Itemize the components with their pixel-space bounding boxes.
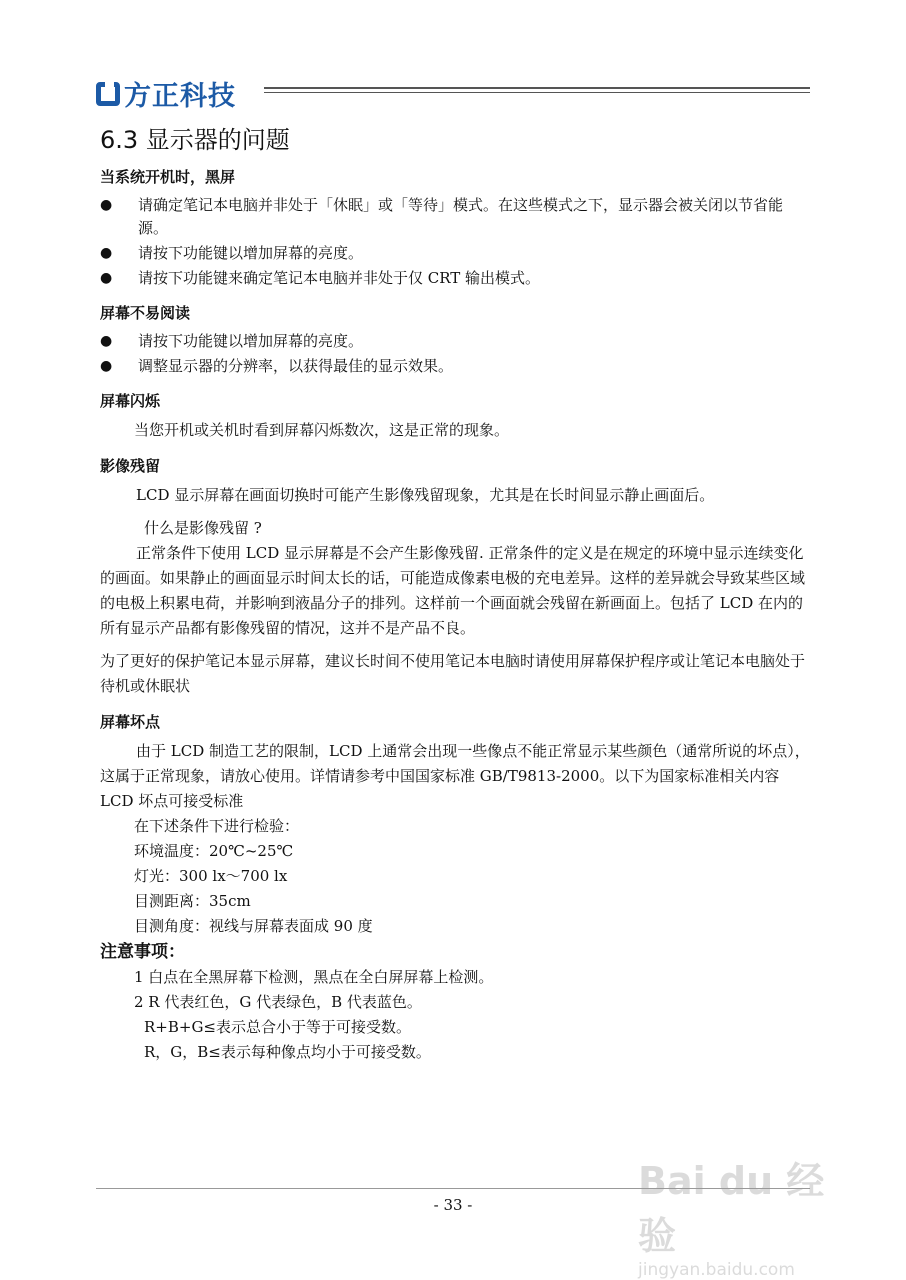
list-item: ● 请按下功能键以增加屏幕的亮度。 bbox=[100, 330, 812, 353]
condition-line: 灯光：300 lx～700 lx bbox=[134, 867, 288, 885]
company-logo bbox=[96, 74, 236, 113]
flicker-text: 当您开机或关机时看到屏幕闪烁数次，这是正常的现象。 bbox=[134, 421, 510, 439]
heading-image-retention: 影像残留 bbox=[100, 457, 161, 475]
retention-question: 什么是影像残留 ? bbox=[144, 519, 262, 537]
heading-black-screen: 当系统开机时，黑屏 bbox=[100, 168, 236, 186]
note-sub-item: R+B+G≤表示总合小于等于可接受数。 bbox=[144, 1018, 412, 1036]
retention-paragraph-1: LCD 显示屏幕在画面切换时可能产生影像残留现象，尤其是在长时间显示静止画面后。 bbox=[136, 486, 715, 504]
header-rule bbox=[264, 87, 810, 89]
condition-line: 环境温度：20℃~25℃ bbox=[134, 842, 294, 860]
note-item: 1 白点在全黑屏幕下检测，黑点在全白屏屏幕上检测。 bbox=[134, 968, 494, 986]
header-rule-thin bbox=[264, 92, 810, 93]
baidu-watermark bbox=[638, 1150, 858, 1280]
heading-flicker: 屏幕闪烁 bbox=[100, 392, 161, 410]
logo-icon bbox=[96, 82, 120, 106]
section-title: 6.3 显示器的问题 bbox=[100, 126, 290, 154]
list-item: ● 请按下功能键以增加屏幕的亮度。 bbox=[100, 242, 812, 265]
watermark-main: Bai du 经验 bbox=[638, 1159, 825, 1258]
heading-hard-to-read: 屏幕不易阅读 bbox=[100, 304, 191, 322]
hard-to-read-list bbox=[100, 330, 812, 378]
retention-paragraph-3: 为了更好的保护笔记本显示屏幕，建议长时间不使用笔记本电脑时请使用屏幕保护程序或让笔记本电脑处于待机或休眠状 bbox=[100, 652, 806, 695]
list-item: ● 调整显示器的分辨率，以获得最佳的显示效果。 bbox=[100, 355, 812, 378]
note-item: 2 R 代表红色，G 代表绿色，B 代表蓝色。 bbox=[134, 993, 422, 1011]
condition-line: 目测角度：视线与屏幕表面成 90 度 bbox=[134, 917, 373, 935]
dead-pixels-paragraph: 由于 LCD 制造工艺的限制，LCD 上通常会出现一些像点不能正常显示某些颜色（通常所说的坏点），这属于正常现象，请放心使用。详情请参考中国国家标准 GB/T9813-2000。以下为国家标准相关内容 bbox=[100, 742, 810, 785]
page-number: - 33 - bbox=[433, 1196, 473, 1214]
condition-line: 目测距离：35cm bbox=[134, 892, 251, 910]
logo-text: 方正科技 bbox=[124, 81, 236, 112]
list-item: ● 请按下功能键来确定笔记本电脑并非处于仅 CRT 输出模式。 bbox=[100, 267, 812, 290]
black-screen-list bbox=[100, 194, 812, 290]
heading-notes: 注意事项： bbox=[100, 942, 185, 962]
retention-paragraph-2: 正常条件下使用 LCD 显示屏幕是不会产生影像残留. 正常条件的定义是在规定的环境中显示连续变化的画面。如果静止的画面显示时间太长的话，可能造成像素电极的充电差异。这样的差异就会导致某些区域的电极上积累电荷，并影响到液晶分子的排列。这样前一个画面就会残留在新画面上。包括了 LCD 在内的所有显示产品都有影像残留的情况，这并不是产品不良。 bbox=[100, 544, 806, 637]
heading-dead-pixels: 屏幕坏点 bbox=[100, 713, 161, 731]
condition-line: 在下述条件下进行检验： bbox=[134, 817, 300, 835]
dead-pixels-standard: LCD 坏点可接受标准 bbox=[100, 792, 244, 810]
list-item: ● 请确定笔记本电脑并非处于「休眠」或「等待」模式。在这些模式之下，显示器会被关闭以节省能源。 bbox=[100, 194, 812, 240]
note-sub-item: R，G，B≤表示每种像点均小于可接受数。 bbox=[144, 1043, 431, 1061]
watermark-sub: jingyan.baidu.com bbox=[638, 1260, 795, 1280]
document-body bbox=[100, 124, 812, 1065]
page-header bbox=[96, 74, 810, 110]
